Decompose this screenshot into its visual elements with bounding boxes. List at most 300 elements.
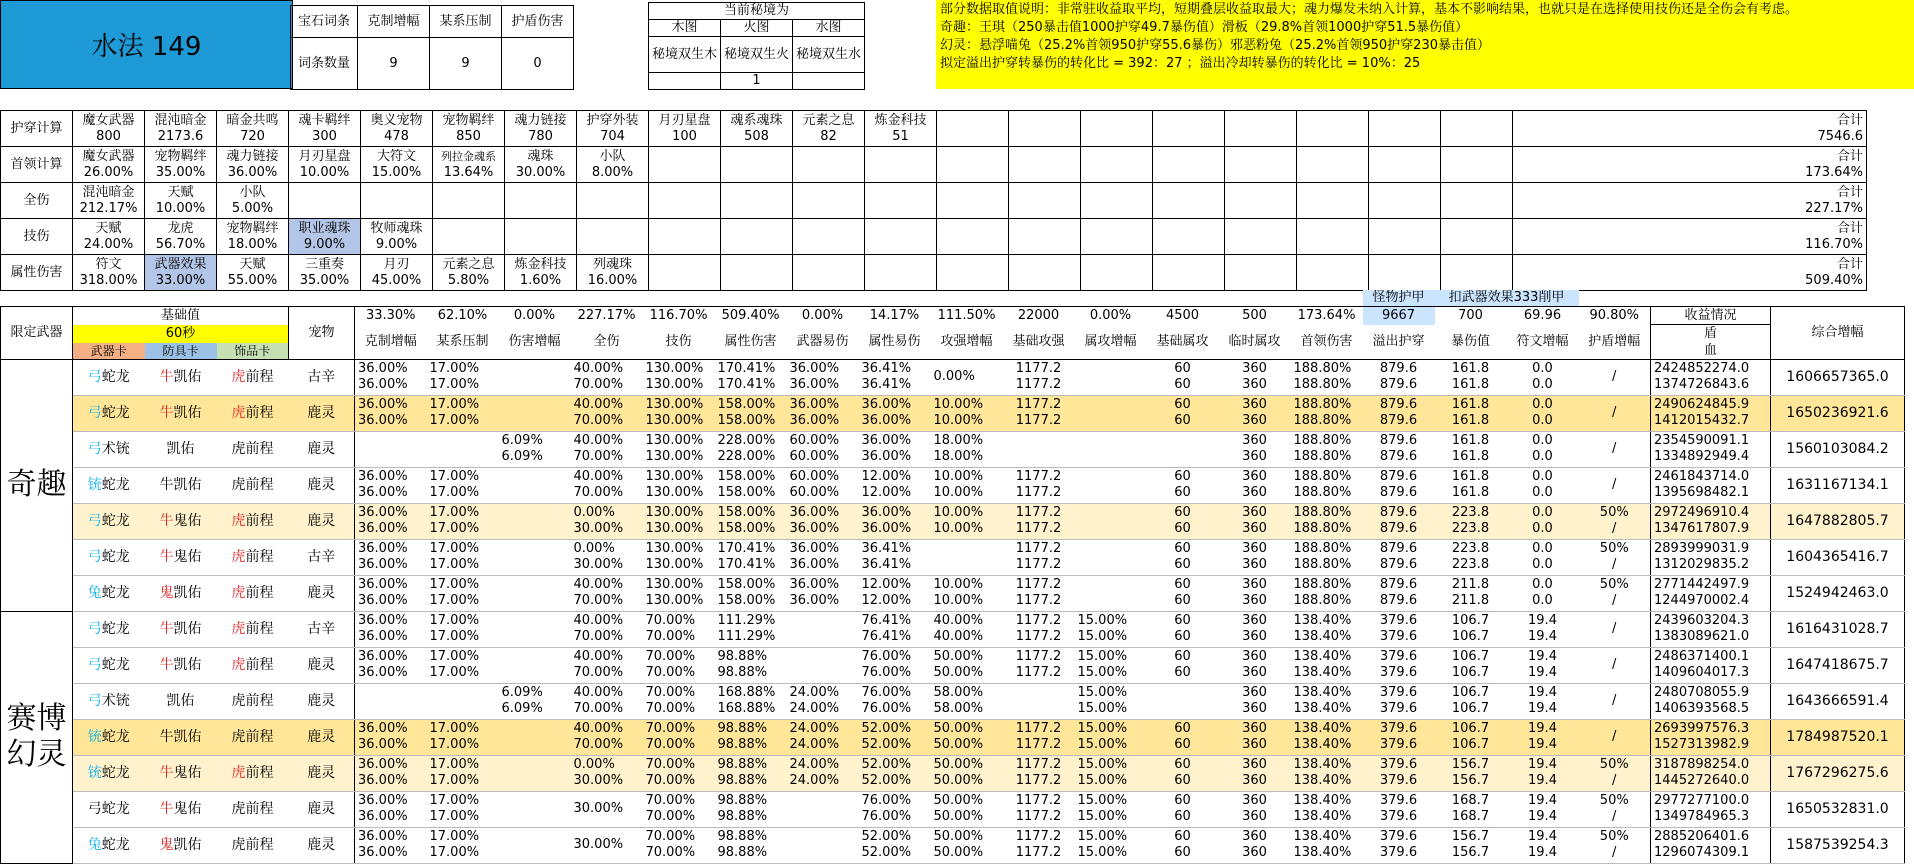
value-cell (571, 431, 643, 467)
notes-panel (936, 0, 1914, 89)
value-line: 60 (1174, 505, 1191, 520)
value-cell (643, 503, 715, 539)
calc-item (1081, 255, 1153, 291)
main-table-section (0, 290, 1914, 864)
value-cell (427, 647, 499, 683)
value-cell (859, 395, 931, 431)
value-cell (1579, 647, 1651, 683)
calc-item-value: 5.00% (231, 200, 274, 216)
value-cell (1003, 791, 1075, 827)
value-cell (1507, 503, 1579, 539)
value-line: 30.00% (573, 801, 624, 816)
value-line: 70.00% (645, 649, 696, 664)
value-cell (571, 467, 643, 503)
value-cell (499, 647, 571, 683)
value-line: 36.00% (358, 757, 408, 772)
value-line: 30.00% (573, 557, 624, 572)
value-line: 17.00% (429, 593, 480, 608)
realm-name: 火图 (721, 20, 793, 37)
value-line: 60.00% (789, 449, 840, 464)
value-line: 40.00% (573, 685, 624, 700)
calc-item (865, 183, 937, 219)
value-line: 158.00% (717, 505, 776, 520)
calc-item (145, 183, 217, 219)
pet-cell: 鹿灵 (289, 791, 355, 827)
column-header: 符文增幅 (1507, 325, 1579, 360)
group-label: 奇趣 (1, 359, 73, 611)
value-line: 36.00% (861, 433, 912, 448)
value-line: 36.00% (861, 505, 912, 520)
value-cell (1291, 503, 1363, 539)
value-line: / (1612, 369, 1617, 384)
value-cell (1219, 791, 1291, 827)
total-cell: 1647418675.7 (1771, 647, 1905, 683)
calc-total-label: 合计 (1836, 184, 1863, 200)
card-prefix: 虎 (231, 369, 246, 385)
value-cell (1291, 827, 1363, 863)
value-line: / (1612, 845, 1617, 860)
value-line: 138.40% (1293, 665, 1352, 680)
top-value: 33.30% (355, 307, 427, 325)
value-line: 161.8 (1451, 449, 1490, 464)
card-prefix: 虎 (231, 657, 246, 673)
value-cell (427, 719, 499, 755)
value-cell (1075, 827, 1147, 863)
value-line: 158.00% (717, 593, 776, 608)
value-line: 879.6 (1379, 413, 1418, 428)
calc-item-name: 大符文 (376, 148, 416, 164)
spacer (289, 290, 355, 307)
value-line: 0.0 (1532, 433, 1553, 448)
calc-item (289, 111, 361, 147)
calc-item (577, 183, 649, 219)
calc-total-label: 合计 (1836, 256, 1863, 272)
calc-item (721, 255, 793, 291)
value-line: 60 (1174, 613, 1191, 628)
value-line: 50% (1599, 793, 1629, 808)
calc-item-value: 8.00% (591, 164, 634, 180)
value-line: 879.6 (1379, 521, 1418, 536)
calc-item (505, 111, 577, 147)
value-cell (931, 539, 1003, 575)
value-line: 1177.2 (1015, 557, 1062, 572)
value-cell (1507, 611, 1579, 647)
value-line: 879.6 (1379, 433, 1418, 448)
calc-item-name: 天赋 (95, 220, 122, 236)
value-cell (1363, 395, 1435, 431)
value-cell (643, 791, 715, 827)
calc-item (1441, 111, 1513, 147)
value-line: 161.8 (1451, 485, 1490, 500)
card-prefix: 弓 (87, 369, 102, 385)
value-line: 19.4 (1528, 649, 1557, 664)
value-line: 36.00% (358, 485, 408, 500)
column-header: 伤害增幅 (499, 325, 571, 360)
card-name: 凯佑 (173, 369, 202, 385)
value-cell (1147, 431, 1219, 467)
value-cell (1435, 755, 1507, 791)
top-value: 0.00% (1075, 307, 1147, 325)
realm-sub: 秘境双生火 (721, 37, 793, 73)
value-line: 58.00% (933, 701, 984, 716)
calc-item (145, 111, 217, 147)
value-line: 360 (1242, 413, 1267, 428)
value-cell (355, 755, 427, 791)
value-line: 130.00% (645, 377, 704, 392)
calc-item-value: 35.00% (299, 272, 350, 288)
calc-item (73, 183, 145, 219)
calc-item (865, 219, 937, 255)
value-cell (715, 791, 787, 827)
value-cell (1435, 719, 1507, 755)
calc-item (1297, 147, 1369, 183)
calc-item (289, 147, 361, 183)
value-line: 1177.2 (1015, 613, 1062, 628)
value-cell (1075, 755, 1147, 791)
card-cell (145, 611, 217, 647)
value-line: 15.00% (1077, 793, 1128, 808)
value-line: 130.00% (645, 449, 704, 464)
value-line: 15.00% (1077, 773, 1128, 788)
calc-item (577, 147, 649, 183)
card-name: 凯佑 (166, 693, 195, 709)
value-line: 130.00% (645, 593, 704, 608)
value-line: 36.00% (789, 577, 840, 592)
time-label: 60秒 (73, 325, 289, 343)
value-line: 36.00% (358, 773, 408, 788)
value-cell (1003, 431, 1075, 467)
calc-item-value: 24.00% (83, 236, 134, 252)
value-cell (1219, 467, 1291, 503)
value-line: 52.00% (861, 845, 912, 860)
value-line: 0.0 (1532, 469, 1553, 484)
calc-item (649, 111, 721, 147)
value-line: 17.00% (429, 485, 480, 500)
value-cell (643, 467, 715, 503)
value-cell (1075, 611, 1147, 647)
spacer (1651, 290, 1771, 307)
spacer (1075, 290, 1147, 307)
value-cell (571, 755, 643, 791)
note-line: 拟定溢出护穿转暴伤的转化比 = 392：27 ；溢出冷却转暴伤的转化比 = 10%：25 (940, 56, 1421, 71)
calc-item (433, 111, 505, 147)
value-line: 19.4 (1528, 757, 1557, 772)
value-line: 70.00% (573, 449, 624, 464)
value-cell (1435, 503, 1507, 539)
value-line: 36.00% (358, 505, 408, 520)
pet-cell: 鹿灵 (289, 683, 355, 719)
value-cell (715, 683, 787, 719)
value-line: 0.0 (1532, 361, 1553, 376)
value-line: 223.8 (1451, 521, 1490, 536)
value-line: 70.00% (573, 377, 624, 392)
card-name: 蛇龙 (101, 837, 130, 853)
value-cell (1003, 503, 1075, 539)
value-line: 10.00% (933, 485, 984, 500)
value-cell (1579, 539, 1651, 575)
value-line: 60 (1174, 485, 1191, 500)
card-cell (73, 539, 145, 575)
value-line: 15.00% (1077, 845, 1128, 860)
value-line: 36.41% (861, 361, 912, 376)
value-line: 10.00% (933, 413, 984, 428)
value-line: 10.00% (933, 521, 984, 536)
card-name: 术铳 (101, 441, 130, 457)
card-name: 虎前程 (231, 729, 274, 745)
value-line: 17.00% (429, 665, 480, 680)
calc-item-name: 魂力链接 (514, 112, 567, 128)
value-line: 138.40% (1293, 829, 1352, 844)
value-line: 98.88% (717, 773, 768, 788)
value-line: 40.00% (573, 433, 624, 448)
value-line: 170.41% (717, 377, 776, 392)
value-line: 188.80% (1293, 593, 1352, 608)
note-line: 幻灵：悬浮喵兔（25.2%首领950护穿55.6暴伤）邪恶粉兔（25.2%首领950护穿230暴击值） (940, 38, 1490, 53)
value-cell (1579, 755, 1651, 791)
value-cell (355, 467, 427, 503)
value-line: 76.41% (861, 629, 912, 644)
card-prefix: 弓 (87, 513, 102, 529)
value-line: 170.41% (717, 541, 776, 556)
base-label: 基础值 (73, 307, 289, 325)
value-cell (1435, 431, 1507, 467)
value-cell (1219, 827, 1291, 863)
total-cell: 1560103084.2 (1771, 431, 1905, 467)
value-cell (355, 539, 427, 575)
value-line: 36.00% (789, 541, 840, 556)
value-line: 360 (1242, 701, 1267, 716)
value-line: 379.6 (1379, 737, 1418, 752)
pet-cell: 鹿灵 (289, 755, 355, 791)
spacer (1003, 290, 1075, 307)
pet-cell: 鹿灵 (289, 719, 355, 755)
value-cell (787, 719, 859, 755)
value-line: 17.00% (429, 397, 480, 412)
value-cell (571, 539, 643, 575)
calc-item (793, 219, 865, 255)
value-cell (931, 719, 1003, 755)
calc-item (865, 255, 937, 291)
value-line: 24.00% (789, 773, 840, 788)
gem-value: 9 (358, 38, 430, 90)
column-header: 属攻增幅 (1075, 325, 1147, 360)
value-line: 360 (1242, 649, 1267, 664)
value-cell (1579, 503, 1651, 539)
value-cell (715, 647, 787, 683)
value-cell (1075, 539, 1147, 575)
calc-item (1009, 219, 1081, 255)
value-line: 138.40% (1293, 701, 1352, 716)
card-cell (217, 395, 289, 431)
top-value: 500 (1219, 307, 1291, 325)
income-shield: 2771442497.9 (1654, 577, 1750, 592)
value-cell (427, 467, 499, 503)
income-hp: 1244970002.4 (1654, 593, 1750, 608)
calc-item-name: 龙虎 (167, 220, 194, 236)
calc-item (577, 219, 649, 255)
income-hp: 1406393568.5 (1654, 701, 1750, 716)
calc-item (721, 147, 793, 183)
calc-item-name: 牧师魂珠 (370, 220, 423, 236)
value-cell (1435, 611, 1507, 647)
total-label: 综合增幅 (1771, 307, 1905, 360)
value-cell (715, 539, 787, 575)
income-hp: 1383089621.0 (1654, 629, 1750, 644)
value-line: 0.0 (1532, 397, 1553, 412)
calc-item-value: 33.00% (155, 272, 206, 288)
value-line: 228.00% (717, 449, 776, 464)
value-line: 138.40% (1293, 845, 1352, 860)
value-cell (1435, 395, 1507, 431)
value-cell (1075, 683, 1147, 719)
value-line: 60 (1174, 377, 1191, 392)
card-cell (217, 575, 289, 611)
card-prefix: 牛 (159, 513, 174, 529)
calc-row-label: 全伤 (1, 183, 73, 219)
value-cell (1219, 539, 1291, 575)
realm-value: 1 (721, 73, 793, 90)
calc-item-name: 奥义宠物 (370, 112, 423, 128)
value-line: 1177.2 (1015, 649, 1062, 664)
value-cell (1363, 359, 1435, 395)
value-line: 138.40% (1293, 685, 1352, 700)
value-cell (571, 647, 643, 683)
value-line: 98.88% (717, 829, 768, 844)
value-line: 36.00% (789, 377, 840, 392)
income-shield: 2885206401.6 (1654, 829, 1750, 844)
realm-value (793, 73, 865, 90)
gem-header: 护盾伤害 (502, 6, 574, 38)
card-prefix: 弓 (87, 549, 102, 565)
calc-item-name: 宠物羁绊 (154, 148, 207, 164)
value-line: 188.80% (1293, 505, 1352, 520)
card-prefix: 牛 (159, 765, 174, 781)
value-line: 52.00% (861, 773, 912, 788)
value-cell (355, 611, 427, 647)
value-cell (1579, 395, 1651, 431)
value-line: / (1612, 621, 1617, 636)
value-line: / (1612, 657, 1617, 672)
value-line: 106.7 (1451, 613, 1490, 628)
calc-item (937, 255, 1009, 291)
value-line: 24.00% (789, 685, 840, 700)
card-cell (217, 467, 289, 503)
value-line: 36.00% (789, 397, 840, 412)
value-line: 138.40% (1293, 629, 1352, 644)
top-value: 0.00% (499, 307, 571, 325)
value-line: 17.00% (429, 845, 480, 860)
card-cell (145, 719, 217, 755)
card-prefix: 虎 (231, 585, 246, 601)
income-hp: 1312029835.2 (1654, 557, 1750, 572)
card-cell (217, 791, 289, 827)
income-cell (1651, 719, 1771, 755)
value-cell (499, 575, 571, 611)
card-cell (217, 539, 289, 575)
value-line: 6.09% (501, 701, 543, 716)
value-line: 15.00% (1077, 829, 1128, 844)
value-cell (715, 503, 787, 539)
card-cell (73, 431, 145, 467)
income-shield: 2424852274.0 (1654, 361, 1750, 376)
value-line: 19.4 (1528, 829, 1557, 844)
income-cell (1651, 791, 1771, 827)
calc-item (1441, 219, 1513, 255)
value-cell (715, 611, 787, 647)
value-line: 1177.2 (1015, 413, 1062, 428)
value-line: 379.6 (1379, 685, 1418, 700)
value-line: 360 (1242, 469, 1267, 484)
value-line: 17.00% (429, 361, 480, 376)
value-line: 70.00% (573, 665, 624, 680)
value-line: 36.00% (358, 577, 408, 592)
value-line: 130.00% (645, 433, 704, 448)
value-line: 161.8 (1451, 377, 1490, 392)
value-cell (787, 647, 859, 683)
value-line: 188.80% (1293, 377, 1352, 392)
calc-item-name: 三重奏 (304, 256, 344, 272)
spacer (787, 290, 859, 307)
value-line: 168.88% (717, 701, 776, 716)
value-cell (859, 719, 931, 755)
calc-row-label: 技伤 (1, 219, 73, 255)
value-line: 0.0 (1532, 577, 1553, 592)
value-line: 12.00% (861, 577, 912, 592)
value-line: 50.00% (933, 773, 984, 788)
value-line: 36.00% (861, 521, 912, 536)
calc-item-name: 月刃 (383, 256, 410, 272)
calc-item-name: 列拉金魂系 (441, 149, 496, 163)
value-line: 130.00% (645, 577, 704, 592)
value-cell (1507, 359, 1579, 395)
value-cell (931, 755, 1003, 791)
value-cell (1147, 539, 1219, 575)
value-line: 1177.2 (1015, 593, 1062, 608)
value-cell (1507, 467, 1579, 503)
pet-cell: 鹿灵 (289, 575, 355, 611)
value-line: 60 (1174, 521, 1191, 536)
value-line: 360 (1242, 809, 1267, 824)
value-line: / (1612, 477, 1617, 492)
calc-total (1513, 111, 1867, 147)
value-cell (1003, 539, 1075, 575)
value-cell (1291, 719, 1363, 755)
value-line: 168.7 (1451, 809, 1490, 824)
calc-item (505, 183, 577, 219)
value-line: / (1612, 405, 1617, 420)
calc-item-name: 魔女武器 (82, 112, 135, 128)
value-line: 70.00% (573, 629, 624, 644)
value-cell (1147, 755, 1219, 791)
value-cell (1363, 683, 1435, 719)
calc-item (1225, 183, 1297, 219)
spacer (643, 290, 715, 307)
value-line: 188.80% (1293, 557, 1352, 572)
value-line: 19.4 (1528, 629, 1557, 644)
value-cell (1003, 359, 1075, 395)
monster-armor-label: 怪物护甲 (1363, 290, 1435, 307)
value-line: 130.00% (645, 485, 704, 500)
value-line: 17.00% (429, 793, 480, 808)
value-cell (499, 755, 571, 791)
card-prefix: 虎 (231, 513, 246, 529)
value-line: 15.00% (1077, 721, 1128, 736)
calc-item (73, 255, 145, 291)
value-line: 879.6 (1379, 449, 1418, 464)
value-cell (643, 719, 715, 755)
value-line: 1177.2 (1015, 541, 1062, 556)
value-line: 360 (1242, 845, 1267, 860)
